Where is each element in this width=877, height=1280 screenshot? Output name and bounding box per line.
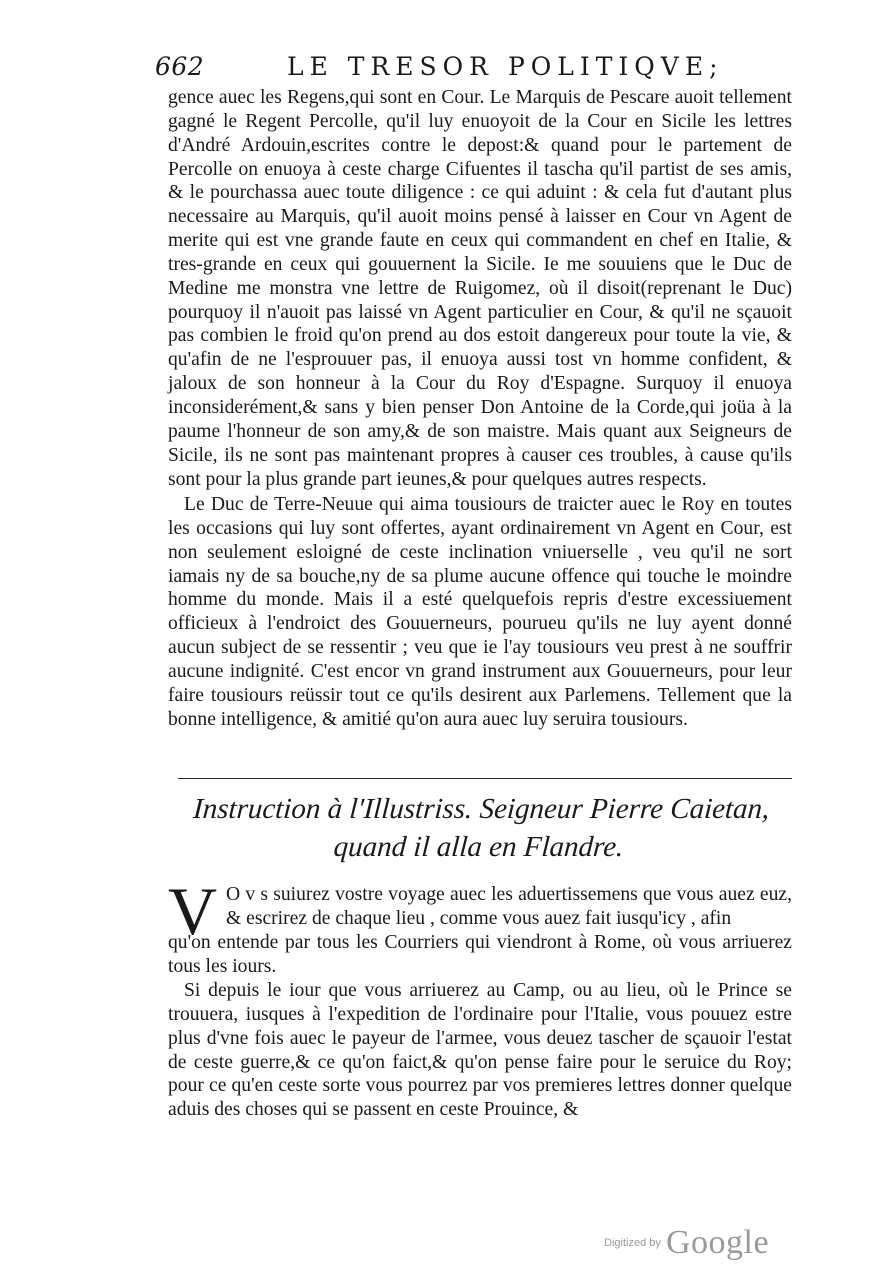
section-title — [165, 790, 794, 866]
section-divider — [178, 778, 792, 779]
drop-cap: V — [168, 873, 218, 949]
page-number: 662 — [155, 52, 205, 81]
watermark-prefix: Digitized by — [604, 1237, 661, 1249]
running-title: LE TRESOR POLITIQVE; — [287, 52, 724, 81]
section-title-line-1: Instruction à l'Illustriss. Seigneur Pierre Caietan, — [192, 793, 771, 825]
page-header — [155, 52, 724, 86]
paragraph-3-rest: qu'on entende par tous les Courriers qui viendront à Rome, où vous arriuerez tous les iours. — [168, 931, 792, 977]
google-watermark — [604, 1224, 769, 1264]
google-logo: Google — [665, 1224, 770, 1261]
paragraph-1: gence auec les Regens,qui sont en Cour. Le Marquis de Pescare auoit tellement gagné le Regent Percolle, qu'il luy enuoyoit de la Cour en Sicile les lettres d'André Ardouin,escrites contre le depost:& quand pour le partement de Percolle on enuoya à ceste charge Cifuentes il tascha qu'il partist de ses amis, & le pourchassa auec toute diligence : ce qui aduint : & cela fut d'autant plus necessaire au Marquis, qu'il auoit moins pensé à laisser en Cour vn Agent de merite qui est vne grande faute en ceux qui commandent en chef en Italie, & tres-grande en ceux qui gouuernent la Sicile. Ie me souuiens que le Duc de Medine me monstra vne lettre de Ruigomez, où il disoit(reprenant le Duc) pourquoy il n'auoit pas laissé vn Agent particulier en Cour, & qu'il ne sçauoit pas combien le froid qu'on prend au dos estoit dangereux pour toute la vie, & qu'afin de ne l'esprouuer pas, il enuoya aussi tost vn homme confident, & jaloux de son honneur à la Cour du Roy d'Espagne. Surquoy il enuoya inconsiderément,& sans y bien penser Don Antoine de la Corde,qui joüa à la paume l'honneur de son amy,& de son maistre. Mais quant aux Seigneurs de Sicile, ils ne sont pas maintenant propres à causer ces troubles, à cause qu'ils sont pour la plus grande part ieunes,& pour quelques autres respects. — [168, 87, 792, 490]
section-title-line-2: quand il alla en Flandre. — [332, 831, 625, 863]
paragraph-2: Le Duc de Terre-Neuue qui aima tousiours de traicter auec le Roy en toutes les occasions qui luy sont offertes, ayant ordinairement vn Agent en Cour, est non seulement esloigné de ceste inclination vniuerselle , veu qu'il ne sort iamais ny de sa bouche,ny de sa plume aucune offence qui touche le moindre homme du monde. Mais il a esté quelquefois repris d'estre excessiuement officieux à l'endroict des Gouuerneurs, pourueu qu'ils ne luy ayent donné aucun subject de se ressentir ; veu que ie l'ay tousiours veu prest à ne souffrir aucune indignité. C'est encor vn grand instrument aux Gouuerneurs, pour leur faire tousiours reüssir tout ce qu'ils desirent aux Parlemens. Tellement que la bonne intelligence, & amitié qu'on aura auec luy seruira tousiours. — [168, 494, 792, 730]
paragraph-4: Si depuis le iour que vous arriuerez au Camp, ou au lieu, où le Prince se trouuera, iusques à l'expedition de l'ordinaire pour l'Italie, vous pouuez estre plus d'vne fois auec le payeur de l'armee, vous deuez tascher de sçauoir l'estat de ceste guerre,& ce qu'on faict,& qu'on pense faire pour le seruice du Roy; pour ce qu'en ceste sorte vous pourrez par vos premieres lettres donner quelque aduis des choses qui se passent en ceste Prouince, & — [168, 980, 792, 1121]
paragraph-3-first-lines: O v s suiurez vostre voyage auec les aduertissemens que vous auez euz, & escrirez de chaque lieu , comme vous auez fait iusqu'icy , afin — [226, 884, 792, 929]
